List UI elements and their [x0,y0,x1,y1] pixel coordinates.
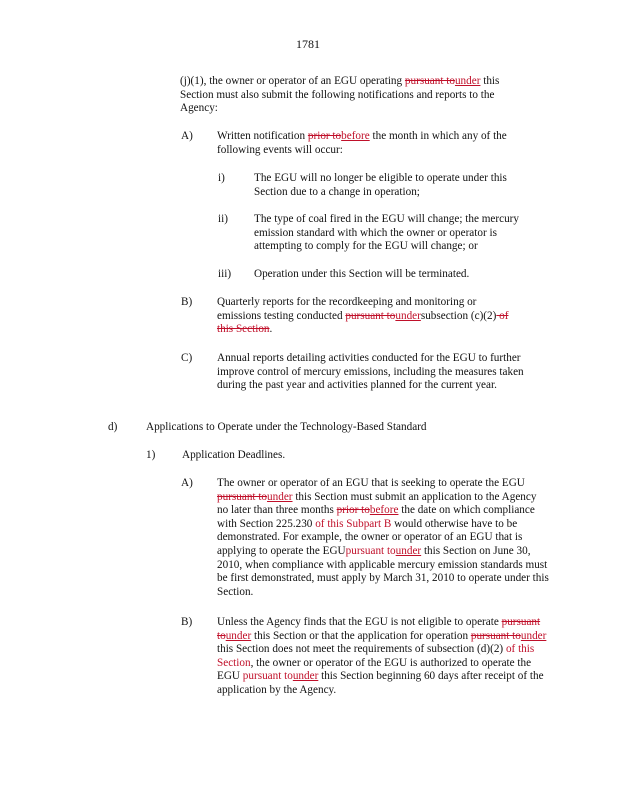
item-c-text: Annual reports detailing activities conducted for the EGU to further improve control of mercury emissions, including the measures taken during the past year and activities planned for the current year. [217,352,524,392]
d1a-red-4: pursuant to [345,544,396,557]
subitem-ii-label: ii) [218,213,228,225]
d1a-text-4: would otherwise have to be demonstrated. For example, the owner or operator of an EGU that is applying to operate the EGU [217,517,523,557]
d1b-inserted-4: under [292,670,319,683]
d1a-inserted-2: before [369,504,399,517]
page-number: 1781 [296,37,320,51]
d1a-text-5: this Section on June 30, 2010, when compliance with applicable mercury emission standards must be first demonstrated, must apply by March 31, 2010 to operate under this Section. [217,544,549,598]
d1b-text-4: , the owner or operator of the EGU is authorized to operate the EGU [217,656,532,683]
item-a-label: A) [181,130,193,142]
subitem-iii-label: iii) [218,268,232,280]
item-a-text-1: Written notification [217,130,308,142]
item-c-label: C) [181,352,193,364]
d1b-text-2: this Section or that the application for operation [251,629,471,642]
d1a-text-2: this Section must submit an application to the Agency no later than three months [217,490,537,517]
d1b-red-4: pursuant to [242,670,293,683]
d1b-red-3: of this Section [217,643,535,669]
item-b-deleted-2: of this Section [217,309,509,336]
item-b-paragraph [217,296,517,337]
item-b-text-2: subsection (c)(2) [420,309,497,322]
section-d1-text: Application Deadlines. [182,449,286,461]
section-d1b-label: B) [181,616,193,628]
d1a-text-1: The owner or operator of an EGU that is seeking to operate the EGU [217,477,525,489]
item-b-deleted-1: pursuant to [345,309,396,322]
section-d1a-paragraph [217,477,549,599]
d1b-inserted-1: under [225,629,252,642]
item-b-inserted-1: under [395,309,421,322]
subitem-iii-text: Operation under this Section will be terminated. [254,268,470,280]
d1b-deleted-2: pursuant to [470,629,521,642]
item-b-text-3: . [269,323,273,336]
section-d1-label: 1) [146,449,156,461]
intro-text-1: (j)(1), the owner or operator of an EGU operating [180,75,405,87]
item-a-text-2: the month in which any of the following events will occur: [217,130,507,156]
intro-deleted-1: pursuant to [404,75,455,87]
d1b-text-5: this Section beginning 60 days after receipt of the application by the Agency. [217,670,544,696]
intro-text-2: this Section must also submit the following notifications and reports to the Agency: [180,75,500,115]
d1a-deleted-2: prior to [336,504,370,517]
d1b-deleted-1: pursuant to [217,616,541,642]
section-d1a-label: A) [181,477,193,489]
d1b-text-1: Unless the Agency finds that the EGU is not eligible to operate [217,616,502,628]
intro-paragraph [180,75,530,116]
section-d1b-paragraph [217,616,549,698]
item-b-label: B) [181,296,193,308]
item-b-text-1: Quarterly reports for the recordkeeping and monitoring or emissions testing conducted [217,296,477,322]
d1a-deleted-1: pursuant to [217,490,268,503]
d1a-inserted-4: under [395,544,422,557]
d1a-text-3: the date on which compliance with Section 225.230 [217,504,535,530]
d1b-inserted-2: under [520,629,547,642]
section-d-heading: Applications to Operate under the Technology-Based Standard [146,421,427,433]
d1b-text-3: this Section does not meet the requirements of subsection (d)(2) [217,643,504,656]
item-a-inserted-1: before [341,130,370,142]
item-a-paragraph [217,130,537,157]
section-d-label: d) [108,421,118,433]
d1a-red-3: of this Subpart B [315,517,392,530]
subitem-ii-text: The type of coal fired in the EGU will change; the mercury emission standard with which the owner or operator is attempting to comply for the EGU will change; or [254,213,519,253]
intro-inserted-1: under [454,75,481,87]
item-a-deleted-1: prior to [307,130,342,142]
d1a-inserted-1: under [267,490,293,503]
subitem-i-label: i) [218,172,225,184]
subitem-i-text: The EGU will no longer be eligible to operate under this Section due to a change in operation; [254,172,507,198]
